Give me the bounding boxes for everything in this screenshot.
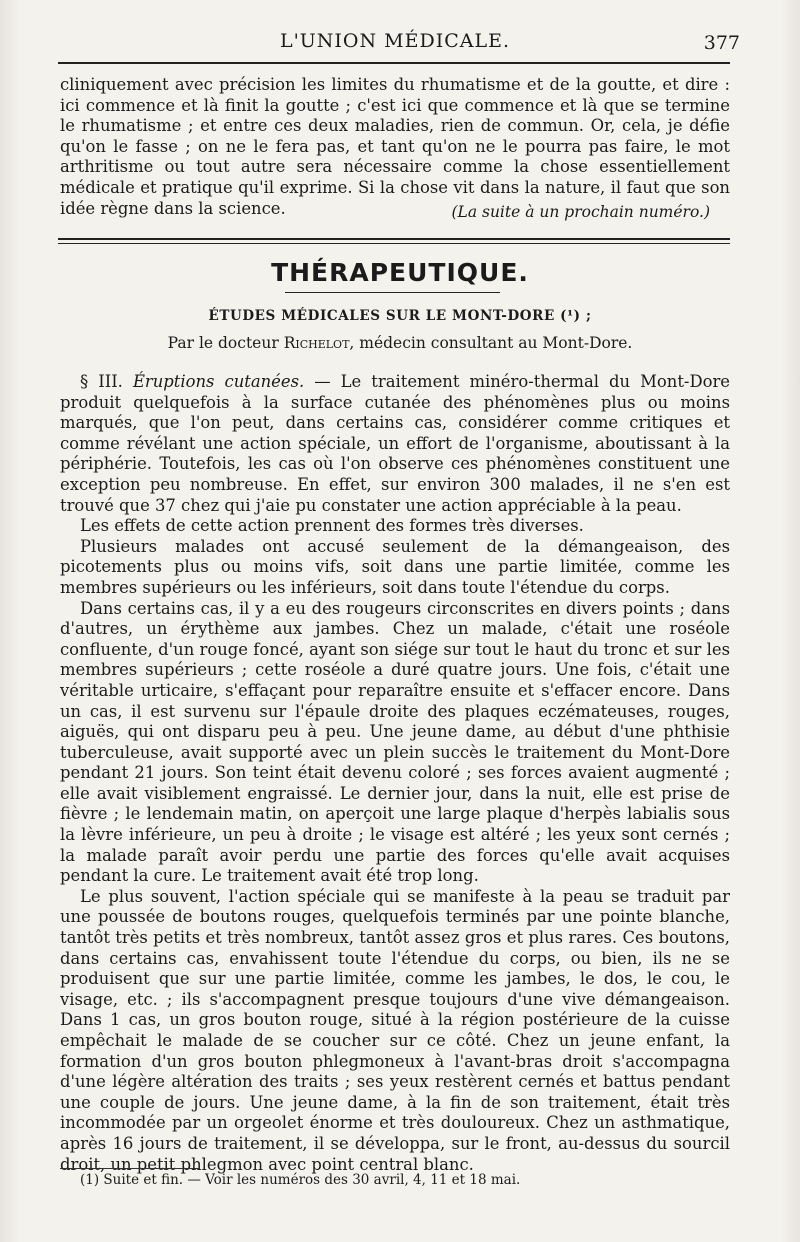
page-number: 377 <box>703 32 740 54</box>
section-title-underline <box>285 292 500 293</box>
intro-text <box>60 75 730 219</box>
footnote-rule <box>60 1168 200 1169</box>
paragraph-1-text: — Le traitement minéro-thermal du Mont-Dore produit quelquefois à la surface cutanée des phénomènes plus ou moins marqués, que l'on peut, dans certains cas, considérer comme critiques et comme révélant une action spéciale, un effort de l'organisme, aboutissant à la périphérie. Toutefois, les cas où l'on observe ces phénomènes constituent une exception peu nombreuse. En effet, sur environ 300 malades, il ne s'en est trouvé que 37 chez qui j'aie pu constater une action appréciable à la peau. <box>60 372 730 515</box>
byline-prefix: Par le docteur <box>167 334 279 352</box>
section-title: THÉRAPEUTIQUE. <box>271 258 529 287</box>
byline-author: Richelot <box>283 334 350 352</box>
body-paragraph: Dans certains cas, il y a eu des rougeurs circonscrites en divers points ; dans d'autres, un érythème aux jambes. Chez un malade, c'était une roséole confluente, d'un rouge foncé, ayant son siége sur tout le haut du tronc et sur les membres supérieurs ; cette roséole a duré quatre jours. Une fois, c'était une véritable urticaire, s'effaçant pour reparaître ensuite et s'effacer encore. Dans un cas, il est survenu sur l'épaule droite des plaques eczémateuses, rouges, aiguës, qui ont disparu peu à peu. Une jeune dame, au début d'une phthisie tuberculeuse, avait supporté avec un plein succès le traitement du Mont-Dore pendant 21 jours. Son teint était devenu coloré ; ses forces avaient augmenté ; elle avait visiblement engraissé. Le dernier jour, dans la nuit, elle est prise de fièvre ; le lendemain matin, on aperçoit une large plaque d'herpès labialis sous la lèvre inférieure, un peu à droite ; le visage est altéré ; les yeux sont cernés ; la malade paraît avoir perdu une partie des forces qu'elle avait acquises pendant la cure. Le traitement avait été trop long. <box>60 598 730 886</box>
header-rule <box>58 62 730 64</box>
intro-paragraph: cliniquement avec précision les limites du rhumatisme et de la goutte, et dire : ici commence et là finit la goutte ; c'est ici que commence et là que se termine le rhumatisme ; et entre ces deux maladies, rien de commun. Or, cela, je défie qu'on le fasse ; on ne le fera pas, et tant qu'on ne le pourra pas faire, le mot arthritisme ou tout autre sera nécessaire comme la chose essentiellement médicale et pratique qu'il exprime. Si la chose vit dans la nature, il faut que son idée règne dans la science. <box>60 75 730 218</box>
article-byline <box>0 334 800 352</box>
body-paragraph: Le plus souvent, l'action spéciale qui se manifeste à la peau se traduit par une poussée de boutons rouges, quelquefois terminés par une pointe blanche, tantôt très petits et très nombreux, tantôt assez gros et plus rares. Ces boutons, dans certains cas, envahissent toute l'étendue du corps, ou bien, ils ne se produisent que sur une partie limitée, comme les jambes, le dos, le cou, le visage, etc. ; ils s'accompagnent presque toujours d'une vive démangeaison. Dans 1 cas, un gros bouton rouge, situé à la région postérieure de la cuisse empêchait le malade de se coucher sur ce côté. Chez un jeune enfant, la formation d'un gros bouton phlegmoneux à l'avant-bras droit s'accompagna d'une légère altération des traits ; ses yeux restèrent cernés et battus pendant une couple de jours. Une jeune dame, à la fin de son traitement, était très incommodée par un orgeolet énorme et très douloureux. Chez un asthmatique, après 16 jours de traitement, il se développa, sur le front, au-dessus du sourcil droit, un petit phlegmon avec point central blanc. <box>60 886 730 1174</box>
section-rule-top-thin <box>58 243 730 244</box>
article-title: ÉTUDES MÉDICALES SUR LE MONT-DORE (¹) ; <box>208 308 592 324</box>
continuation-note: (La suite à un prochain numéro.) <box>451 203 710 221</box>
page-header <box>60 30 740 58</box>
section-number: § III. <box>80 372 123 391</box>
byline-suffix: , médecin consultant au Mont-Dore. <box>349 334 633 352</box>
running-title: L'UNION MÉDICALE. <box>279 30 511 52</box>
body-paragraph: Plusieurs malades ont accusé seulement de la démangeaison, des picotements plus ou moins vifs, soit dans une partie limitée, comme les membres supérieurs ou les inférieurs, soit dans toute l'étendue du corps. <box>60 536 730 597</box>
body-paragraph <box>60 372 730 516</box>
article-body <box>60 372 730 1175</box>
section-heading: Éruptions cutanées. <box>132 372 305 391</box>
footnote: (1) Suite et fin. — Voir les numéros des 30 avril, 4, 11 et 18 mai. <box>80 1172 521 1188</box>
section-rule-top <box>58 238 730 240</box>
body-paragraph: Les effets de cette action prennent des formes très diverses. <box>80 516 584 536</box>
